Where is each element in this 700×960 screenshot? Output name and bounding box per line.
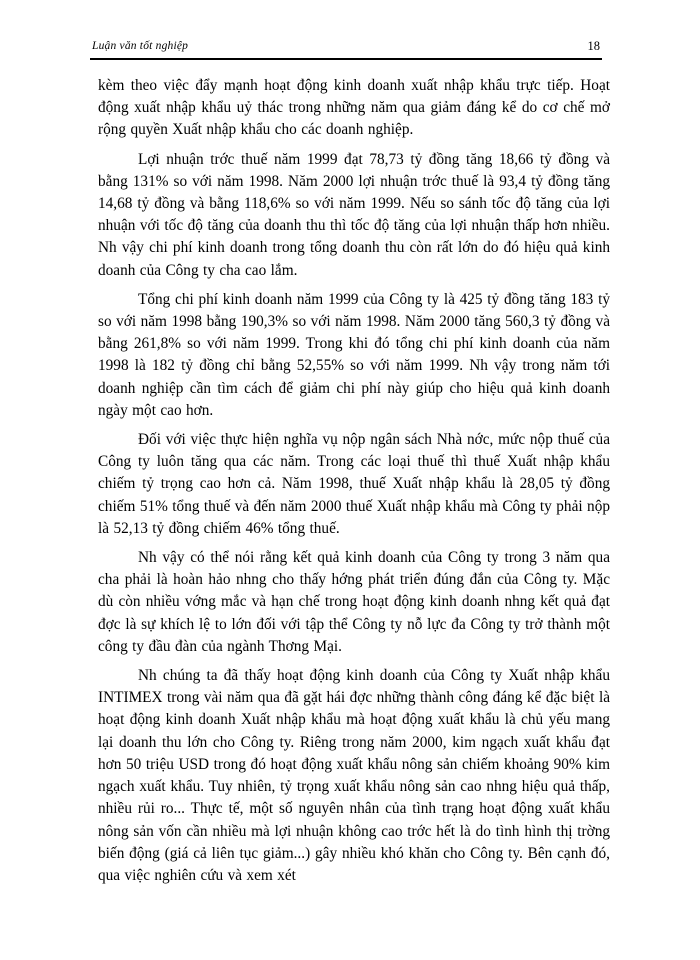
paragraph-continuation: kèm theo việc đẩy mạnh hoạt động kinh doanh xuất nhập khẩu trực tiếp. Hoạt động xuất nhập khẩu uỷ thác trong những năm qua giảm đáng kể do cơ chế mở rộng quyền Xuất nhập khẩu cho các doanh nghiệp. (98, 77, 610, 139)
page-number: 18 (587, 39, 600, 53)
paragraph-profit: Lợi nhuận trớc thuế năm 1999 đạt 78,73 tỷ đồng tăng 18,66 tỷ đồng và bằng 131% so với năm 1998. Năm 2000 lợi nhuận trớc thuế là 93,4 tỷ đồng tăng 14,68 tỷ đồng và bằng 118,6% so với năm 1999. Nếu so sánh tốc độ tăng của lợi nhuận với tốc độ tăng của doanh thu thì tốc độ tăng của lợi nhuận thấp hơn nhiều. Nh vậy chi phí kinh doanh trong tổng doanh thu còn rất lớn do đó hiệu quả kinh doanh của Công ty cha cao lắm. (98, 150, 610, 279)
paragraph-results: Nh vậy có thể nói rằng kết quả kinh doanh của Công ty trong 3 năm qua cha phải là hoàn hảo nhng cho thấy hớng phát triển đúng đắn của Công ty. Mặc dù còn nhiều vớng mắc và hạn chế trong hoạt động kinh doanh nhng kết quả đạt đợc là sự khích lệ to lớn đối với tập thể Công ty nỗ lực đa Công ty trở thành một công ty đầu đàn của ngành Thơng Mại. (98, 549, 610, 655)
body-text (98, 75, 610, 894)
paragraph-exports: Nh chúng ta đã thấy hoạt động kinh doanh của Công ty Xuất nhập khẩu INTIMEX trong vài năm qua đã gặt hái đợc những thành công đáng kể đặc biệt là hoạt động kinh doanh Xuất nhập khẩu mà hoạt động xuất khẩu là chủ yếu mang lại doanh thu lớn cho Công ty. Riêng trong năm 2000, kim ngạch xuất khẩu đạt hơn 50 triệu USD trong đó hoạt động xuất khẩu nông sản chiếm khoảng 90% kim ngạch xuất khẩu. Tuy nhiên, tỷ trọng xuất khẩu nông sản cao nhng hiệu quả thấp, nhiều rủi ro... Thực tế, một số nguyên nhân của tình trạng hoạt động xuất khẩu nông sản vốn cần nhiều mà lợi nhuận không cao trớc hết là do tình hình thị trờng biến động (giá cả liên tục giảm...) gây nhiều khó khăn cho Công ty. Bên cạnh đó, qua việc nghiên cứu và xem xét (98, 667, 610, 884)
header-title: Luận văn tốt nghiệp (92, 40, 189, 52)
paragraph-taxes: Đối với việc thực hiện nghĩa vụ nộp ngân sách Nhà nớc, mức nộp thuế của Công ty luôn tăng qua các năm. Trong các loại thuế thì thuế Xuất nhập khẩu chiếm tỷ trọng cao hơn cả. Năm 1998, thuế Xuất nhập khẩu là 28,05 tỷ đồng chiếm 51% tổng thuế và đến năm 2000 thuế Xuất nhập khẩu mà Công ty phải nộp là 52,13 tỷ đồng chiếm 46% tổng thuế. (98, 431, 610, 537)
paragraph-costs: Tổng chi phí kinh doanh năm 1999 của Công ty là 425 tỷ đồng tăng 183 tỷ so với năm 1998 bằng 190,3% so với năm 1998. Năm 2000 tăng 560,3 tỷ đồng và bằng 261,8% so với năm 1999. Trong khi đó tổng chi phí kinh doanh của năm 1998 là 182 tỷ đồng chỉ bằng 52,55% so với năm 1999. Nh vậy trong năm tới doanh nghiệp cần tìm cách để giảm chi phí này giúp cho hiệu quả kinh doanh ngày một cao hơn. (98, 290, 610, 419)
page-header (90, 36, 602, 60)
